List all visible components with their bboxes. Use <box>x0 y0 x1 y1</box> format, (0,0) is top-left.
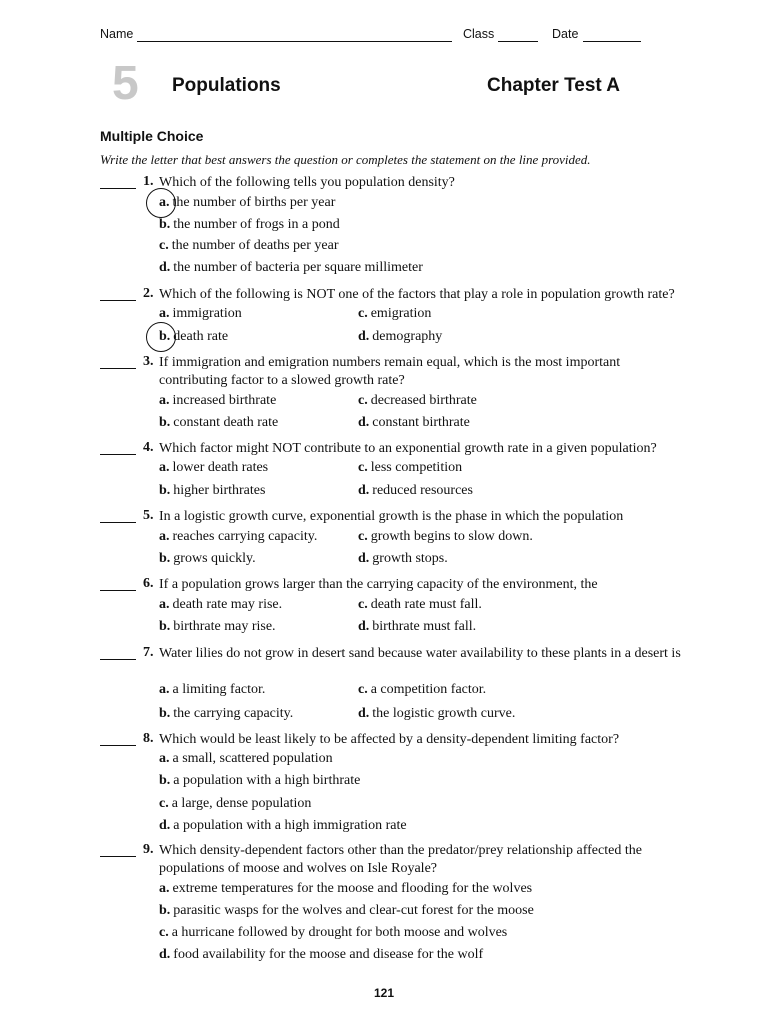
answer-option <box>159 238 338 254</box>
instructions: Write the letter that best answers the question or completes the statement on the line provided. <box>100 152 591 167</box>
answer-blank <box>100 368 136 369</box>
page-number: 121 <box>373 986 395 1000</box>
answer-option <box>358 329 442 345</box>
option-text: reaches carrying capacity. <box>172 529 318 544</box>
answer-option <box>358 483 473 499</box>
option-letter: c. <box>159 796 169 811</box>
option-letter: a. <box>159 195 170 210</box>
option-letter: d. <box>159 260 171 275</box>
option-text: lower death rates <box>172 460 269 475</box>
option-text: growth stops. <box>372 551 448 566</box>
test-name: Chapter Test A <box>487 75 621 96</box>
answer-option <box>159 260 423 276</box>
option-letter: c. <box>358 393 368 408</box>
option-text: the number of deaths per year <box>171 238 339 253</box>
option-letter: d. <box>358 706 370 721</box>
answer-option <box>159 881 532 897</box>
option-letter: c. <box>159 238 169 253</box>
question-stem: Which density-dependent factors other than the predator/prey relationship affected the populations of moose and wolves on Isle Royale? <box>159 843 642 876</box>
option-letter: a. <box>159 529 170 544</box>
option-text: the number of bacteria per square millimeter <box>173 260 423 275</box>
option-letter: c. <box>358 306 368 321</box>
option-text: a hurricane followed by drought for both moose and wolves <box>171 925 508 940</box>
answer-blank <box>100 522 136 523</box>
option-text: a small, scattered population <box>172 751 333 766</box>
question-number: 7. <box>143 645 154 660</box>
option-letter: b. <box>159 619 171 634</box>
option-text: death rate must fall. <box>370 597 482 612</box>
option-letter: b. <box>159 773 171 788</box>
answer-option <box>159 903 534 919</box>
question-number: 5. <box>143 508 154 523</box>
option-text: a competition factor. <box>370 682 487 697</box>
option-text: a population with a high birthrate <box>173 773 361 788</box>
answer-blank <box>100 188 136 189</box>
option-letter: c. <box>358 682 368 697</box>
question-number: 4. <box>143 440 154 455</box>
question-stem: Water lilies do not grow in desert sand because water availability to these plants in a desert is <box>159 646 681 661</box>
answer-blank <box>100 745 136 746</box>
chapter-number: 5 <box>112 57 139 110</box>
option-letter: c. <box>159 925 169 940</box>
answer-option <box>358 619 476 635</box>
handwritten-answer-circle <box>146 322 176 352</box>
answer-blank <box>100 856 136 857</box>
option-text: less competition <box>370 460 463 475</box>
answer-option <box>159 529 317 545</box>
option-letter: a. <box>159 682 170 697</box>
option-letter: a. <box>159 751 170 766</box>
answer-option <box>358 306 431 322</box>
answer-option <box>159 773 360 789</box>
option-text: growth begins to slow down. <box>370 529 533 544</box>
question-number: 3. <box>143 354 154 369</box>
answer-blank <box>100 659 136 660</box>
option-text: parasitic wasps for the wolves and clear-cut forest for the moose <box>173 903 534 918</box>
option-letter: d. <box>358 415 370 430</box>
option-letter: b. <box>159 329 171 344</box>
question-stem: Which of the following is NOT one of the factors that play a role in population growth rate? <box>159 287 675 302</box>
option-text: grows quickly. <box>173 551 256 566</box>
question-stem: In a logistic growth curve, exponential growth is the phase in which the population <box>159 509 624 524</box>
option-text: the carrying capacity. <box>173 706 294 721</box>
question-number: 1. <box>143 174 154 189</box>
answer-option <box>159 818 407 834</box>
option-text: immigration <box>172 306 242 321</box>
option-letter: d. <box>358 619 370 634</box>
option-letter: d. <box>159 947 171 962</box>
option-text: birthrate may rise. <box>173 619 276 634</box>
option-text: a limiting factor. <box>172 682 266 697</box>
answer-option <box>358 551 448 567</box>
answer-option <box>159 393 276 409</box>
answer-option <box>159 682 265 698</box>
question-stem: Which factor might NOT contribute to an exponential growth rate in a given population? <box>159 441 657 456</box>
option-letter: d. <box>358 329 370 344</box>
answer-option <box>159 947 483 963</box>
option-letter: d. <box>159 818 171 833</box>
answer-option <box>159 706 293 722</box>
option-letter: c. <box>358 529 368 544</box>
option-letter: a. <box>159 306 170 321</box>
option-letter: b. <box>159 415 171 430</box>
name-label: Name <box>100 27 134 41</box>
option-text: a population with a high immigration rate <box>173 818 407 833</box>
answer-option <box>358 529 533 545</box>
answer-option <box>159 551 256 567</box>
handwritten-answer-circle <box>146 188 176 218</box>
date-label: Date <box>552 27 579 41</box>
option-text: extreme temperatures for the moose and flooding for the wolves <box>172 881 533 896</box>
answer-blank <box>100 454 136 455</box>
option-text: reduced resources <box>372 483 473 498</box>
option-text: higher birthrates <box>173 483 266 498</box>
option-letter: a. <box>159 597 170 612</box>
class-label: Class <box>463 27 495 41</box>
question-stem: Which of the following tells you population density? <box>159 175 455 190</box>
answer-option <box>159 483 265 499</box>
option-letter: a. <box>159 460 170 475</box>
answer-option <box>159 796 311 812</box>
page-title: Populations <box>172 75 281 96</box>
answer-option <box>358 393 477 409</box>
answer-option <box>159 619 276 635</box>
answer-option <box>159 195 335 211</box>
option-text: the number of births per year <box>172 195 336 210</box>
option-letter: a. <box>159 881 170 896</box>
answer-option <box>159 217 340 233</box>
answer-option <box>358 597 482 613</box>
option-letter: b. <box>159 217 171 232</box>
answer-option <box>159 460 268 476</box>
option-letter: c. <box>358 460 368 475</box>
question-stem: Which would be least likely to be affected by a density-dependent limiting factor? <box>159 732 620 747</box>
option-text: emigration <box>370 306 432 321</box>
section-heading: Multiple Choice <box>100 128 204 144</box>
option-text: decreased birthrate <box>370 393 477 408</box>
answer-option <box>358 682 486 698</box>
option-letter: b. <box>159 551 171 566</box>
answer-blank <box>100 300 136 301</box>
option-text: the logistic growth curve. <box>372 706 516 721</box>
answer-option <box>159 597 282 613</box>
question-stem: If a population grows larger than the carrying capacity of the environment, the <box>159 577 598 592</box>
option-letter: c. <box>358 597 368 612</box>
option-letter: b. <box>159 483 171 498</box>
option-text: demography <box>372 329 443 344</box>
question-number: 2. <box>143 286 154 301</box>
option-text: death rate may rise. <box>172 597 283 612</box>
option-letter: b. <box>159 706 171 721</box>
option-text: death rate <box>173 329 229 344</box>
question-stem: If immigration and emigration numbers remain equal, which is the most important contributing factor to a slowed growth rate? <box>159 355 621 388</box>
option-letter: b. <box>159 903 171 918</box>
option-letter: d. <box>358 483 370 498</box>
answer-option <box>159 306 242 322</box>
option-text: increased birthrate <box>172 393 277 408</box>
option-letter: d. <box>358 551 370 566</box>
answer-option <box>358 706 515 722</box>
option-text: constant death rate <box>173 415 279 430</box>
answer-option <box>358 415 470 431</box>
answer-blank <box>100 590 136 591</box>
question-number: 9. <box>143 842 154 857</box>
answer-option <box>358 460 462 476</box>
option-letter: a. <box>159 393 170 408</box>
option-text: birthrate must fall. <box>372 619 477 634</box>
option-text: a large, dense population <box>171 796 312 811</box>
answer-option <box>159 751 333 767</box>
option-text: food availability for the moose and disease for the wolf <box>173 947 484 962</box>
question-number: 8. <box>143 731 154 746</box>
answer-option <box>159 925 507 941</box>
answer-option <box>159 415 278 431</box>
option-text: the number of frogs in a pond <box>173 217 340 232</box>
question-number: 6. <box>143 576 154 591</box>
option-text: constant birthrate <box>372 415 470 430</box>
